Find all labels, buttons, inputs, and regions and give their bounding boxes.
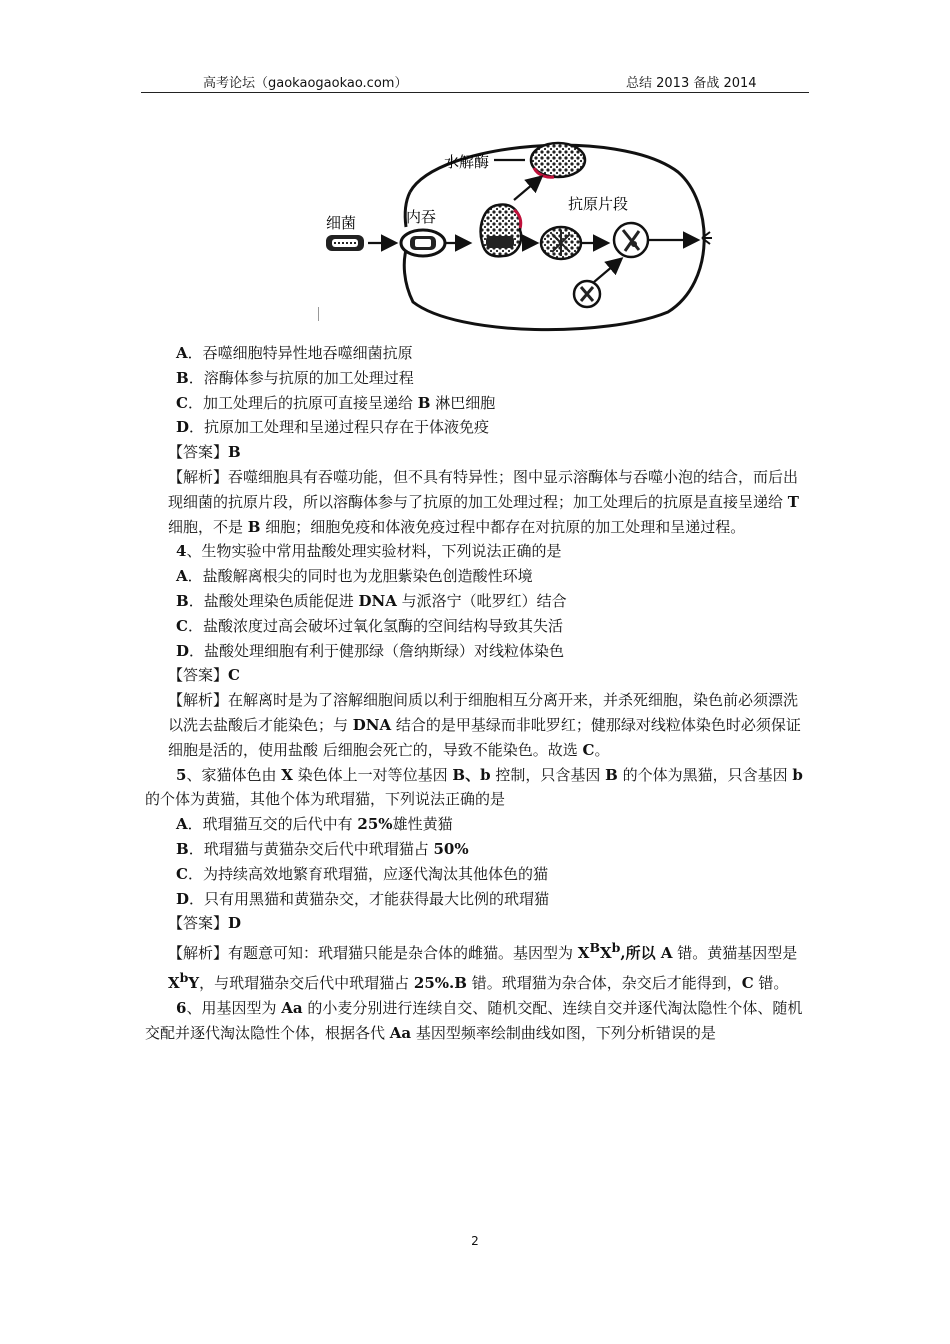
q6-stem: 6、用基因型为 Aa 的小麦分别进行连续自交、随机交配、连续自交并逐代淘汰隐性个体、随机交配并逐代淘汰隐性个体，根据各代 Aa 基因型频率绘制曲线如图，下列分析错误的是	[145, 998, 803, 1042]
q5-option-c: C．为持续高效地繁育玳瑁猫，应逐代淘汰其他体色的猫	[176, 864, 548, 883]
genotype-xby: $X^bY$	[168, 969, 200, 992]
q4-explanation: 【解析】在解离时是为了溶解细胞间质以利于细胞相互分离开来，并杀死细胞，染色前必须漂洗以洗去盐酸后才能染色；与 DNA 结合的是甲基绿而非吡罗红；健那绿对线粒体染色时必须保证细胞是活的，使用盐酸 后细胞会死亡的，导致不能染色。故选 C。	[168, 691, 801, 759]
q5-stem: 5、家猫体色由 X 染色体上一对等位基因 B、b 控制，只含基因 B 的个体为黑猫，只含基因 b 的个体为黄猫，其他个体为玳瑁猫，下列说法正确的是	[145, 765, 803, 809]
q3-answer: 【答案】B	[168, 443, 241, 462]
q3-option-b: B．溶酶体参与抗原的加工处理过程	[176, 368, 414, 387]
q4-option-d: D．盐酸处理细胞有利于健那绿（詹纳斯绿）对线粒体染色	[176, 641, 565, 660]
page-number: 2	[471, 1234, 479, 1248]
label-antigen-fragment: 抗原片段	[568, 195, 629, 213]
q5-explanation: 【解析】有题意可知：玳瑁猫只能是杂合体的雌猫。基因型为 $X^BX^b$,所以 A 错。黄猫基因型是 $X^bY$，与玳瑁猫杂交后代中玳瑁猫占 25%.B 错。玳瑁猫为杂合体，杂交后才能得到，C 错。	[168, 940, 798, 992]
phagolysosome	[541, 227, 581, 259]
q3-option-d: D．抗原加工处理和呈递过程只存在于体液免疫	[176, 418, 490, 437]
label-endocytosis: 内吞	[406, 208, 437, 226]
header-slogan: 总结 2013 备战 2014	[626, 76, 757, 91]
phagocytosis-diagram	[318, 132, 718, 332]
q4-option-b: B．盐酸处理染色质能促进 DNA 与派洛宁（吡罗红）结合	[176, 591, 567, 610]
antigen-vesicle	[614, 223, 648, 257]
q5-answer: 【答案】D	[168, 914, 242, 933]
q5-option-a: A．玳瑁猫互交的后代中有 25%雄性黄猫	[176, 815, 453, 834]
endocytic-vesicle	[401, 230, 445, 256]
q3-option-a: A．吞噬细胞特异性地吞噬细菌抗原	[176, 344, 413, 362]
q4-stem: 4、生物实验中常用盐酸处理实验材料，下列说法正确的是	[176, 542, 562, 561]
bacterium	[326, 235, 364, 251]
label-hydrolase: 水解酶	[443, 153, 489, 171]
document-body	[145, 341, 807, 1045]
q5-option-b: B．玳瑁猫与黄猫杂交后代中玳瑁猫占 50%	[176, 839, 469, 858]
label-bacteria: 细菌	[326, 214, 357, 232]
q3-explanation: 【解析】吞噬细胞具有吞噬功能，但不具有特异性；图中显示溶酶体与吞噬小泡的结合，而后出现细菌的抗原片段，所以溶酶体参与了抗原的加工处理过程；加工处理后的抗原是直接呈递给 T 细胞，不是 B 细胞；细胞免疫和体液免疫过程中都存在对抗原的加工处理和呈递过程。	[168, 467, 799, 536]
q4-option-a: A．盐酸解离根尖的同时也为龙胆紫染色创造酸性环境	[176, 567, 533, 586]
header-site: 高考论坛（gaokaogaokao.com）	[203, 76, 408, 91]
page-header	[141, 70, 809, 93]
lysosome	[531, 143, 585, 177]
q3-option-c: C．加工处理后的抗原可直接呈递给 B 淋巴细胞	[176, 393, 496, 412]
fusion-vesicle	[481, 205, 522, 257]
q4-option-c: C．盐酸浓度过高会破坏过氧化氢酶的空间结构导致其失活	[176, 616, 563, 635]
q4-answer: 【答案】C	[168, 666, 240, 685]
q5-option-d: D．只有用黑猫和黄猫杂交，才能获得最大比例的玳瑁猫	[176, 889, 550, 908]
mhc-vesicle	[574, 281, 600, 307]
genotype-xbxb: $X^BX^b$	[577, 940, 621, 963]
